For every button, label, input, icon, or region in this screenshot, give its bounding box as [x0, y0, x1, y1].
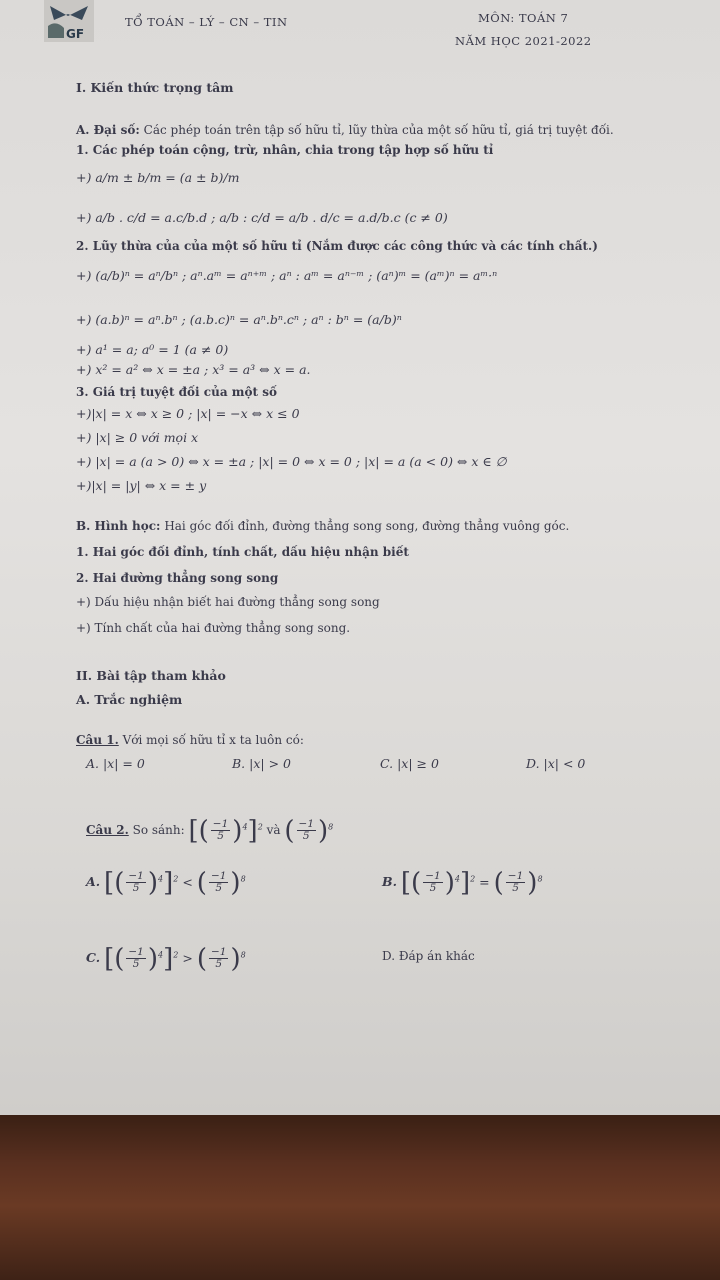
algebra-intro — [76, 122, 614, 138]
question-2-text: So sánh: — [132, 823, 185, 837]
algebra-intro-label: A. Đại số: — [76, 123, 140, 137]
formula-abs-2: +) |x| ≥ 0 với mọi x — [76, 430, 199, 445]
school-year: NĂM HỌC 2021-2022 — [455, 34, 592, 48]
formula-power-3: +) a¹ = a; a⁰ = 1 (a ≠ 0) — [76, 342, 229, 357]
multiple-choice-title: A. Trắc nghiệm — [76, 692, 183, 707]
q1-option-d: D. |x| < 0 — [526, 756, 586, 771]
geometry-item-4: +) Tính chất của hai đường thẳng song song. — [76, 621, 351, 635]
question-1-label: Câu 1. — [76, 733, 119, 747]
geometry-intro-label: B. Hình học: — [76, 519, 161, 533]
geometry-item-2: 2. Hai đường thẳng song song — [76, 571, 279, 585]
algebra-item-3: 3. Giá trị tuyệt đối của một số — [76, 385, 277, 399]
subject-title: MÔN: TOÁN 7 — [478, 11, 569, 25]
geometry-intro-text: Hai góc đối đỉnh, đường thẳng song song, đường thẳng vuông góc. — [160, 519, 570, 533]
formula-add-sub: +) a/m ± b/m = (a ± b)/m — [76, 170, 240, 185]
formula-power-4: +) x² = a² ⇔ x = ±a ; x³ = a³ ⇔ x = a. — [76, 362, 311, 377]
question-1-text: Với mọi số hữu tỉ x ta luôn có: — [122, 733, 304, 747]
svg-text:GF: GF — [66, 27, 85, 41]
algebra-intro-text: Các phép toán trên tập số hữu tỉ, lũy thừa của một số hữu tỉ, giá trị tuyệt đối. — [139, 123, 614, 137]
geometry-item-1: 1. Hai góc đối đỉnh, tính chất, dấu hiệu nhận biết — [76, 545, 409, 559]
question-1 — [76, 732, 304, 748]
q2-option-c: C. [( $\frac{-1}{5}$ )$^4$]$^2$ > ( $\frac{-1}{5}$ )$^8$ — [86, 943, 246, 974]
formula-power-1: +) (a/b)ⁿ = aⁿ/bⁿ ; aⁿ.aᵐ = aⁿ⁺ᵐ ; aⁿ : aᵐ = aⁿ⁻ᵐ ; (aⁿ)ᵐ = (aᵐ)ⁿ = aᵐ·ⁿ — [76, 268, 498, 283]
geometry-intro — [76, 518, 569, 534]
section-1-title: I. Kiến thức trọng tâm — [76, 80, 234, 95]
q1-option-a: A. |x| = 0 — [86, 756, 145, 771]
question-2 — [86, 800, 333, 860]
formula-mul-div: +) a/b . c/d = a.c/b.d ; a/b : c/d = a/b . d/c = a.d/b.c (c ≠ 0) — [76, 210, 448, 225]
formula-power-2: +) (a.b)ⁿ = aⁿ.bⁿ ; (a.b.c)ⁿ = aⁿ.bⁿ.cⁿ ; aⁿ : bⁿ = (a/b)ⁿ — [76, 312, 402, 327]
q1-option-c: C. |x| ≥ 0 — [380, 756, 439, 771]
formula-abs-1: +)|x| = x ⇔ x ≥ 0 ; |x| = −x ⇔ x ≤ 0 — [76, 406, 300, 421]
q2-expression-right: ( $\frac{-1}{5}$ )$^8$ — [284, 815, 334, 846]
section-2-title: II. Bài tập tham khảo — [76, 668, 226, 683]
q2-option-d: D. Đáp án khác — [382, 949, 475, 963]
geometry-item-3: +) Dấu hiệu nhận biết hai đường thẳng song song — [76, 595, 380, 609]
department-title: TỔ TOÁN – LÝ – CN – TIN — [125, 15, 288, 29]
q1-option-b: B. |x| > 0 — [232, 756, 291, 771]
school-logo-icon — [42, 0, 96, 44]
q2-and: và — [266, 823, 281, 837]
formula-abs-3: +) |x| = a (a > 0) ⇔ x = ±a ; |x| = 0 ⇔ x = 0 ; |x| = a (a < 0) ⇔ x ∈ ∅ — [76, 454, 507, 469]
q2-expression-left: [( $\frac{-1}{5}$ )$^4$]$^2$ — [188, 815, 263, 846]
wooden-table-background — [0, 1115, 720, 1280]
q2-option-b: B. [( $\frac{-1}{5}$ )$^4$]$^2$ = ( $\frac{-1}{5}$ )$^8$ — [382, 867, 543, 898]
question-2-label: Câu 2. — [86, 823, 129, 837]
algebra-item-1: 1. Các phép toán cộng, trừ, nhân, chia trong tập hợp số hữu tỉ — [76, 143, 494, 157]
q2-option-a: A. [( $\frac{-1}{5}$ )$^4$]$^2$ < ( $\frac{-1}{5}$ )$^8$ — [86, 867, 246, 898]
formula-abs-4: +)|x| = |y| ⇔ x = ± y — [76, 478, 207, 493]
algebra-item-2: 2. Lũy thừa của của một số hữu tỉ (Nắm được các công thức và các tính chất.) — [76, 239, 598, 253]
